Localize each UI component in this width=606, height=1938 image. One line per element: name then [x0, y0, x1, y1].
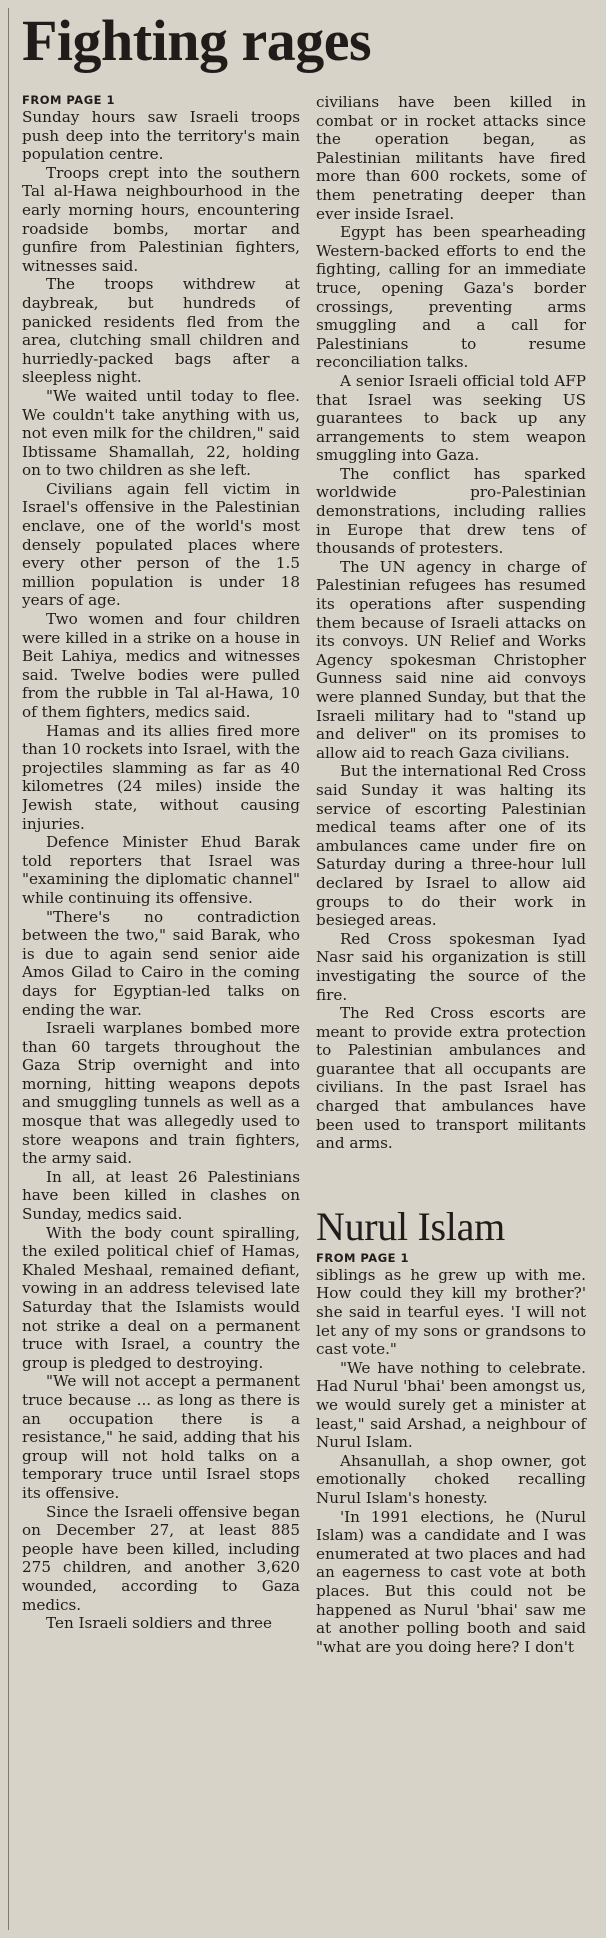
paragraph: The UN agency in charge of Palestinian refugees has resumed its operations after suspending them because of Israeli attacks on its convoys. UN Relief and Works Agency spokesman Christopher Gunness said nine aid convoys were planned Sunday, but that the Israeli military had to "stand up and deliver" on its promises to allow aid to reach Gaza civilians.: [316, 557, 586, 762]
paragraph: Two women and four children were killed in a strike on a house in Beit Lahiya, medics and witnesses said. Twelve bodies were pulled from the rubble in Tal al-Hawa, 10 of them fighters, medics said.: [22, 610, 300, 721]
paragraph: Israeli warplanes bombed more than 60 targets throughout the Gaza Strip overnight and into morning, hitting weapons depots and smuggling tunnels as well as a mosque that was allegedly used to store weapons and train fighters, the army said.: [22, 1019, 300, 1168]
paragraph: siblings as he grew up with me. How could they kill my brother?' she said in tearful eyes. 'I will not let any of my sons or grandsons to cast vote.": [316, 1265, 586, 1359]
paragraph: The conflict has sparked worldwide pro-Palestinian demonstrations, including rallies in Europe that drew tens of thousands of protesters.: [316, 464, 586, 558]
paragraph: Red Cross spokesman Iyad Nasr said his organization is still investigating the source of the fire.: [316, 929, 586, 1004]
paragraph: The troops withdrew at daybreak, but hundreds of panicked residents fled from the area, clutching small children and hurriedly-packed bags after a sleepless night.: [22, 275, 300, 387]
paragraph: In all, at least 26 Palestinians have been killed in clashes on Sunday, medics said.: [22, 1167, 300, 1224]
paragraph: Since the Israeli offensive began on December 27, at least 885 people have been killed, including 275 children, and another 3,620 wounded, according to Gaza medics.: [22, 1502, 300, 1614]
paragraph: Ahsanullah, a shop owner, got emotionally choked recalling Nurul Islam's honesty.: [316, 1451, 586, 1507]
paragraph: Hamas and its allies fired more than 10 rockets into Israel, with the projectiles slamming as far as 40 kilometres (24 miles) inside the Jewish state, without causing injuries.: [22, 721, 300, 833]
right-column: [316, 93, 586, 1656]
kicker: FROM PAGE 1: [22, 93, 116, 107]
paragraph: Ten Israeli soldiers and three: [46, 1614, 272, 1633]
paragraph: Civilians again fell victim in Israel's offensive in the Palestinian enclave, one of the world's most densely populated places where every other person of the 1.5 million population is under 18 years of age.: [22, 479, 300, 610]
paragraph: A senior Israeli official told AFP that Israel was seeking US guarantees to back up any arrangements to stem weapon smuggling into Gaza.: [316, 371, 586, 465]
paragraph: civilians have been killed in combat or in rocket attacks since the operation began, as Palestinian militants have fired more than 600 rockets, some of them penetrating deeper than ever inside Israel.: [316, 93, 586, 223]
paragraph: With the body count spiralling, the exiled political chief of Hamas, Khaled Meshaal, remained defiant, vowing in an address televised late Saturday that the Islamists would not strike a deal on a permanent truce with Israel, a country the group is pledged to destroying.: [22, 1223, 300, 1372]
paragraph: "There's no contradiction between the two," said Barak, who is due to again send senior aide Amos Gilad to Cairo in the coming days for Egyptian-led talks on ending the war.: [22, 907, 300, 1019]
column-rule: [8, 8, 9, 1930]
paragraph: Defence Minister Ehud Barak told reporters that Israel was "examining the diplomatic channel" while continuing its offensive.: [22, 833, 300, 907]
paragraph: 'In 1991 elections, he (Nurul Islam) was a candidate and I was enumerated at two places and had an eagerness to cast vote at both places. But this could not be happened as Nurul 'bhai' saw me at another polling booth and said "what are you doing here? I don't: [316, 1507, 586, 1656]
paragraph: "We have nothing to celebrate. Had Nurul 'bhai' been amongst us, we would surely get a minister at least," said Arshad, a neighbour of Nurul Islam.: [316, 1358, 586, 1452]
paragraph: "We will not accept a permanent truce because ... as long as there is an occupation there is a resistance," he said, adding that his group will not hold talks on a temporary truce until Israel stops its offensive.: [22, 1372, 300, 1502]
left-column: [22, 93, 300, 1938]
paragraph: Sunday hours saw Israeli troops push deep into the territory's main population centre.: [22, 108, 300, 164]
paragraph: But the international Red Cross said Sunday it was halting its service of escorting Palestinian medical teams after one of its ambulances came under fire on Saturday during a three-hour lull declared by Israel to allow aid groups to do their work in besieged areas.: [316, 762, 586, 930]
paragraph: Troops crept into the southern Tal al-Hawa neighbourhood in the early morning hours, encountering roadside bombs, mortar and gunfire from Palestinian fighters, witnesses said.: [22, 163, 300, 275]
paragraph: Egypt has been spearheading Western-backed efforts to end the fighting, calling for an immediate truce, opening Gaza's border crossings, preventing arms smuggling and a call for Palestinians to resume reconciliation talks.: [316, 223, 586, 372]
paragraph: The Red Cross escorts are meant to provide extra protection to Palestinian ambulances and guarantee that all occupants are civilians. In the past Israel has charged that ambulances have been used to transport militants and arms.: [316, 1004, 586, 1153]
second-story-headline: Nurul Islam: [316, 1203, 505, 1249]
second-story-kicker: FROM PAGE 1: [316, 1250, 410, 1265]
paragraph: "We waited until today to flee. We couldn't take anything with us, not even milk for the children," said Ibtissame Shamallah, 22, holding on to two children as she left.: [22, 386, 300, 480]
headline: Fighting rages: [22, 8, 372, 73]
